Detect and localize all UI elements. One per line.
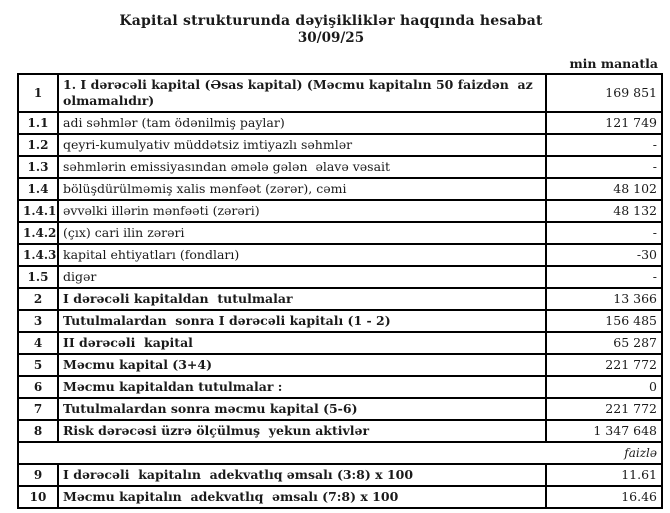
row-value-cell: - <box>546 222 662 244</box>
row-number-cell: 6 <box>18 376 58 398</box>
table-row <box>18 266 662 288</box>
row-value-cell: 48 132 <box>546 200 662 222</box>
unit-separator-row <box>18 442 662 464</box>
row-number-cell: 3 <box>18 310 58 332</box>
report-title: Kapital strukturunda dəyişikliklər haqqında hesabat <box>119 13 543 29</box>
row-value-cell: - <box>546 156 662 178</box>
row-label-cell: adi səhmlər (tam ödənilmiş paylar) <box>58 112 546 134</box>
row-label-cell: Tutulmalardan sonra I dərəcəli kapitalı (1 - 2) <box>58 310 546 332</box>
row-value-cell: -30 <box>546 244 662 266</box>
table-row <box>18 486 662 508</box>
row-number-cell: 4 <box>18 332 58 354</box>
row-number-cell: 1.4.3 <box>18 244 58 266</box>
row-value-cell: - <box>546 134 662 156</box>
row-label-cell: əvvəlki illərin mənfəəti (zərəri) <box>58 200 546 222</box>
row-value-cell: 221 772 <box>546 354 662 376</box>
table-row <box>18 354 662 376</box>
table-row <box>18 112 662 134</box>
row-label-cell: II dərəcəli kapital <box>58 332 546 354</box>
table-row <box>18 398 662 420</box>
table-row <box>18 288 662 310</box>
row-value-cell: 11.61 <box>546 464 662 486</box>
table-row <box>18 464 662 486</box>
row-value-cell: 221 772 <box>546 398 662 420</box>
row-number-cell: 1.2 <box>18 134 58 156</box>
row-number-cell: 2 <box>18 288 58 310</box>
table-row <box>18 74 662 112</box>
row-label-cell: bölüşdürülməmiş xalis mənfəət (zərər), cəmi <box>58 178 546 200</box>
row-label-cell: Məcmu kapitaldan tutulmalar : <box>58 376 546 398</box>
row-value-cell: 48 102 <box>546 178 662 200</box>
row-value-cell: 16.46 <box>546 486 662 508</box>
row-label-cell: Tutulmalardan sonra məcmu kapital (5-6) <box>58 398 546 420</box>
row-number-cell: 7 <box>18 398 58 420</box>
row-value-cell: 65 287 <box>546 332 662 354</box>
row-number-cell: 1.3 <box>18 156 58 178</box>
row-value-cell: 0 <box>546 376 662 398</box>
row-label-cell: I dərəcəli kapitaldan tutulmalar <box>58 288 546 310</box>
table-row <box>18 200 662 222</box>
row-label-cell: (çıx) cari ilin zərəri <box>58 222 546 244</box>
row-label-cell: Məcmu kapital (3+4) <box>58 354 546 376</box>
row-label-cell: digər <box>58 266 546 288</box>
row-number-cell: 1.4.1 <box>18 200 58 222</box>
percent-unit-label: faizlə <box>18 442 662 464</box>
currency-unit-label: min manatla <box>569 56 658 71</box>
row-label-cell: 1. I dərəcəli kapital (Əsas kapital) (Məcmu kapitalın 50 faizdən az olmamalıdır) <box>58 74 546 112</box>
row-label-cell: qeyri-kumulyativ müddətsiz imtiyazlı səhmlər <box>58 134 546 156</box>
row-label-cell: kapital ehtiyatları (fondları) <box>58 244 546 266</box>
row-number-cell: 1 <box>18 74 58 112</box>
row-number-cell: 5 <box>18 354 58 376</box>
row-number-cell: 9 <box>18 464 58 486</box>
row-label-cell: I dərəcəli kapitalın adekvatlıq əmsalı (3:8) x 100 <box>58 464 546 486</box>
row-number-cell: 8 <box>18 420 58 442</box>
table-row <box>18 420 662 442</box>
row-label-cell: Risk dərəcəsi üzrə ölçülmuş yekun aktivlər <box>58 420 546 442</box>
row-value-cell: 156 485 <box>546 310 662 332</box>
report-header <box>0 13 662 46</box>
table-row <box>18 134 662 156</box>
table-row <box>18 156 662 178</box>
report-date: 30/09/25 <box>297 30 365 46</box>
row-value-cell: 13 366 <box>546 288 662 310</box>
table-row <box>18 244 662 266</box>
row-number-cell: 1.1 <box>18 112 58 134</box>
row-number-cell: 1.5 <box>18 266 58 288</box>
row-value-cell: 169 851 <box>546 74 662 112</box>
table-row <box>18 332 662 354</box>
row-value-cell: 121 749 <box>546 112 662 134</box>
row-label-cell: Məcmu kapitalın adekvatlıq əmsalı (7:8) x 100 <box>58 486 546 508</box>
row-value-cell: 1 347 648 <box>546 420 662 442</box>
row-number-cell: 1.4.2 <box>18 222 58 244</box>
table-row <box>18 178 662 200</box>
table-row <box>18 310 662 332</box>
capital-structure-table <box>17 73 663 509</box>
table-row <box>18 222 662 244</box>
row-number-cell: 10 <box>18 486 58 508</box>
row-value-cell: - <box>546 266 662 288</box>
row-number-cell: 1.4 <box>18 178 58 200</box>
row-label-cell: səhmlərin emissiyasından əmələ gələn əlavə vəsait <box>58 156 546 178</box>
table-row <box>18 376 662 398</box>
